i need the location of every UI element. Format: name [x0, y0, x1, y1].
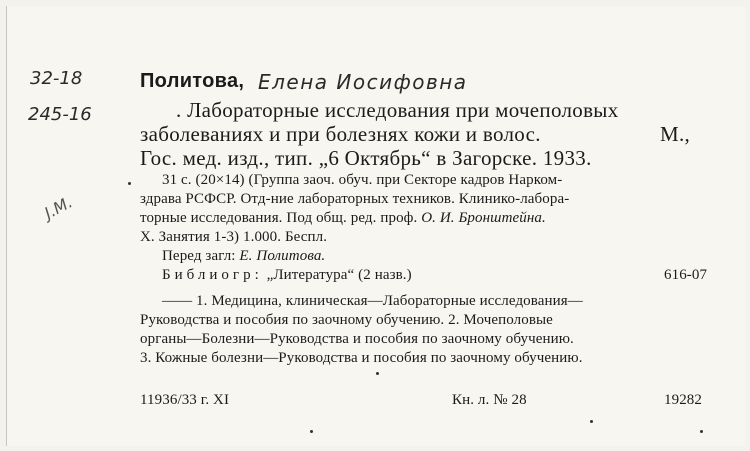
series-line: Х. Занятия 1-3) 1.000. Беспл.	[140, 229, 328, 245]
subject-line-1: —— 1. Медицина, клиническая—Лабораторные исследования—	[162, 293, 583, 309]
speck	[700, 430, 703, 433]
description-line-2: здрава РСФСР. Отд-ние лабораторных техников. Клинико-лабора-	[140, 191, 570, 207]
description-line-3	[140, 210, 546, 227]
shelf-mark-1: 32-18	[30, 68, 83, 89]
speck	[376, 372, 379, 375]
class-code: 616-07	[664, 267, 708, 283]
card-number: 19282	[664, 392, 702, 408]
title-line-3: Гос. мед. изд., тип. „6 Октябрь“ в Загорске. 1933.	[140, 146, 592, 170]
speck	[128, 182, 131, 185]
author-given-handwritten: Елена Иосифовна	[258, 70, 468, 94]
subject-line-3: органы—Болезни—Руководства и пособия по заочному обучению.	[140, 331, 574, 347]
registration-number: 11936/33 г. XI	[140, 392, 230, 408]
margin-scribble: J.M.	[41, 192, 76, 223]
description-line-1: 31 с. (20×14) (Группа заоч. обуч. при Секторе кадров Нарком-	[162, 172, 563, 188]
bibliography-value: „Литература“ (2 назв.)	[262, 267, 412, 283]
subject-line-4: 3. Кожные болезни—Руководства и пособия по заочному обучению.	[140, 350, 583, 366]
bibliography-note	[162, 267, 412, 284]
title-line-1: . Лабораторные исследования при мочеполовых	[176, 98, 619, 122]
before-title-label: Перед загл:	[162, 248, 240, 264]
description-line-3-text: торные исследования. Под общ. ред. проф.	[140, 210, 422, 226]
subject-line-2: Руководства и пособия по заочному обучению. 2. Мочеполовые	[140, 312, 553, 328]
speck	[590, 420, 593, 423]
book-list-number: Кн. л. № 28	[452, 392, 527, 408]
before-title-note	[162, 248, 325, 265]
speck	[310, 430, 313, 433]
author-surname: Политова,	[140, 70, 245, 92]
title-line-2: заболеваниях и при болезнях кожи и волос.	[140, 122, 541, 146]
bibliography-label: Библиогр:	[162, 267, 263, 283]
editor-name: О. И. Бронштейна.	[421, 210, 546, 226]
place: М.,	[660, 122, 691, 146]
shelf-mark-2: 245-16	[28, 104, 92, 125]
before-title-value: Е. Политова.	[239, 248, 326, 264]
